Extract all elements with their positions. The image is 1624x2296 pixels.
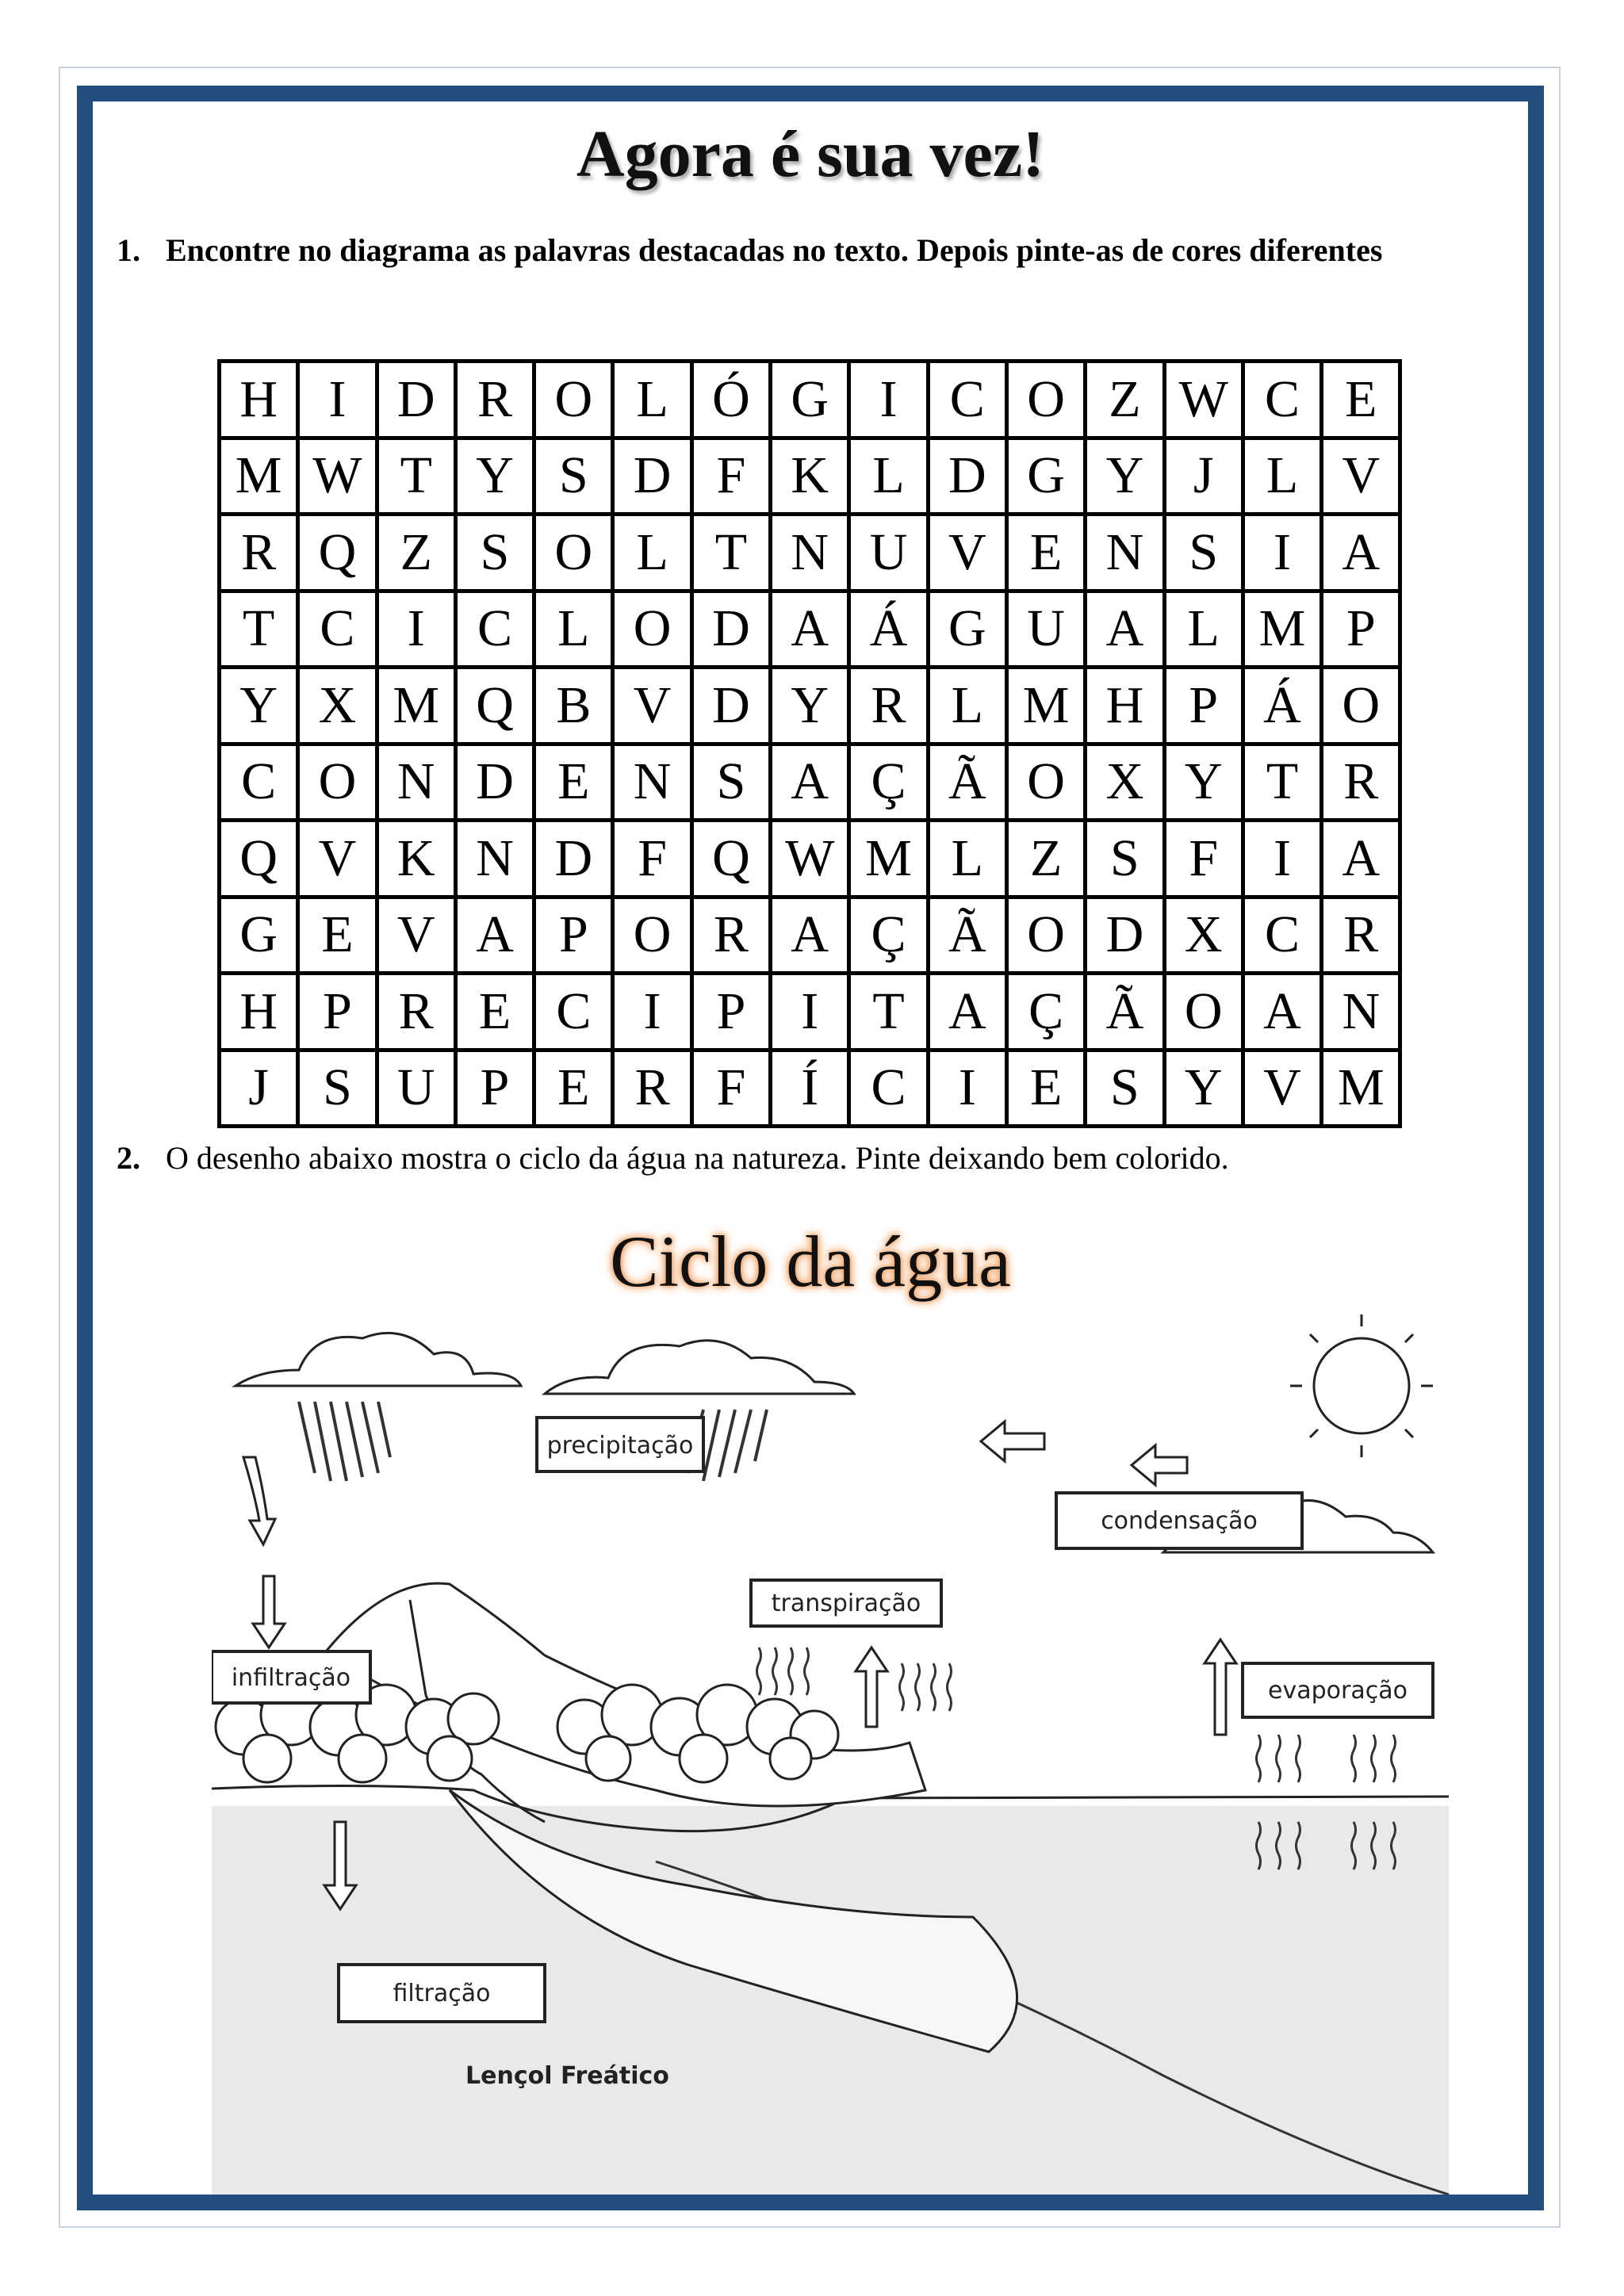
grid-cell: I — [1243, 515, 1321, 591]
grid-cell: U — [1006, 591, 1085, 668]
page-title: Agora é sua vez! — [576, 117, 1045, 191]
grid-cell: L — [534, 591, 613, 668]
grid-cell: O — [1006, 744, 1085, 821]
grid-cell: C — [534, 974, 613, 1050]
grid-cell: A — [771, 591, 849, 668]
grid-cell: L — [613, 515, 691, 591]
svg-text:infiltração: infiltração — [231, 1664, 351, 1692]
grid-cell: I — [377, 591, 455, 668]
grid-row — [220, 744, 1400, 821]
grid-cell: M — [1006, 668, 1085, 744]
sun — [1290, 1314, 1433, 1457]
grid-cell: Y — [455, 438, 534, 515]
grid-cell: G — [771, 362, 849, 438]
grid-cell: Ó — [691, 362, 770, 438]
grid-cell: A — [455, 897, 534, 974]
grid-cell: R — [455, 362, 534, 438]
grid-cell: N — [771, 515, 849, 591]
grid-cell: C — [928, 362, 1006, 438]
grid-cell: V — [377, 897, 455, 974]
grid-cell: H — [220, 362, 298, 438]
grid-cell: P — [455, 1050, 534, 1127]
grid-cell: F — [691, 1050, 770, 1127]
grid-cell: X — [1086, 744, 1164, 821]
grid-cell: K — [771, 438, 849, 515]
label-evaporacao — [1243, 1663, 1433, 1717]
grid-cell: M — [849, 821, 928, 897]
grid-cell: M — [377, 668, 455, 744]
cloud-left — [236, 1333, 521, 1386]
grid-row — [220, 515, 1400, 591]
word-search-grid — [217, 359, 1402, 1128]
grid-cell: D — [377, 362, 455, 438]
question-2 — [117, 1136, 1512, 1181]
grid-cell: R — [1322, 744, 1400, 821]
grid-cell: P — [691, 974, 770, 1050]
grid-cell: O — [1006, 897, 1085, 974]
grid-cell: I — [849, 362, 928, 438]
label-filtracao — [339, 1965, 545, 2022]
grid-cell: S — [455, 515, 534, 591]
grid-cell: Q — [220, 821, 298, 897]
grid-cell: I — [298, 362, 377, 438]
svg-text:condensação: condensação — [1101, 1507, 1258, 1535]
grid-cell: D — [691, 668, 770, 744]
water-cycle-diagram — [212, 1314, 1528, 2195]
grid-cell: D — [1086, 897, 1164, 974]
grid-cell: A — [1086, 591, 1164, 668]
grid-cell: Z — [377, 515, 455, 591]
grid-cell: R — [849, 668, 928, 744]
grid-cell: D — [455, 744, 534, 821]
cloud-middle — [545, 1341, 854, 1394]
grid-cell: O — [613, 591, 691, 668]
grid-cell: F — [613, 821, 691, 897]
grid-cell: Y — [1164, 744, 1243, 821]
question-1 — [117, 228, 1512, 273]
grid-cell: Y — [1164, 1050, 1243, 1127]
grid-cell: W — [1164, 362, 1243, 438]
grid-cell: V — [298, 821, 377, 897]
label-condensacao — [1056, 1493, 1302, 1548]
grid-cell: Q — [298, 515, 377, 591]
grid-row — [220, 362, 1400, 438]
grid-cell: Ã — [928, 897, 1006, 974]
grid-cell: L — [928, 668, 1006, 744]
grid-row — [220, 668, 1400, 744]
grid-row — [220, 591, 1400, 668]
label-infiltracao — [212, 1651, 370, 1703]
grid-cell: Q — [691, 821, 770, 897]
grid-cell: R — [613, 1050, 691, 1127]
grid-cell: N — [1086, 515, 1164, 591]
grid-cell: G — [1006, 438, 1085, 515]
grid-cell: S — [1086, 821, 1164, 897]
grid-cell: D — [613, 438, 691, 515]
grid-cell: V — [1322, 438, 1400, 515]
label-precipitacao — [537, 1418, 703, 1471]
grid-cell: J — [220, 1050, 298, 1127]
grid-cell: O — [613, 897, 691, 974]
grid-cell: O — [298, 744, 377, 821]
grid-cell: C — [220, 744, 298, 821]
grid-cell: Ã — [928, 744, 1006, 821]
grid-cell: T — [220, 591, 298, 668]
rain-left — [299, 1402, 390, 1481]
grid-cell: M — [1322, 1050, 1400, 1127]
grid-cell: G — [220, 897, 298, 974]
grid-cell: D — [534, 821, 613, 897]
grid-cell: Y — [771, 668, 849, 744]
grid-cell: C — [455, 591, 534, 668]
label-transpiracao — [751, 1580, 941, 1626]
worksheet — [93, 101, 1528, 2195]
grid-cell: Q — [455, 668, 534, 744]
question-1-number: 1. — [117, 232, 140, 268]
grid-cell: O — [1006, 362, 1085, 438]
grid-cell: U — [849, 515, 928, 591]
grid-cell: Á — [1243, 668, 1321, 744]
grid-row — [220, 438, 1400, 515]
grid-cell: O — [1164, 974, 1243, 1050]
grid-cell: R — [377, 974, 455, 1050]
grid-row — [220, 974, 1400, 1050]
grid-cell: S — [691, 744, 770, 821]
grid-row — [220, 897, 1400, 974]
grid-cell: R — [220, 515, 298, 591]
cycle-title: Ciclo da água — [610, 1221, 1011, 1302]
grid-cell: C — [1243, 362, 1321, 438]
grid-cell: X — [1164, 897, 1243, 974]
grid-cell: E — [298, 897, 377, 974]
grid-cell: O — [534, 362, 613, 438]
grid-cell: C — [1243, 897, 1321, 974]
svg-text:transpiração: transpiração — [771, 1590, 921, 1617]
question-2-text: O desenho abaixo mostra o ciclo da água na natureza. Pinte deixando bem colorido. — [166, 1140, 1229, 1176]
grid-cell: N — [1322, 974, 1400, 1050]
grid-cell: K — [377, 821, 455, 897]
grid-cell: Y — [220, 668, 298, 744]
grid-cell: V — [1243, 1050, 1321, 1127]
grid-cell: Ç — [1006, 974, 1085, 1050]
grid-cell: A — [771, 897, 849, 974]
grid-cell: A — [1322, 821, 1400, 897]
grid-cell: E — [455, 974, 534, 1050]
grid-cell: C — [298, 591, 377, 668]
grid-cell: S — [298, 1050, 377, 1127]
grid-cell: W — [298, 438, 377, 515]
grid-cell: V — [613, 668, 691, 744]
question-2-number: 2. — [117, 1140, 140, 1176]
grid-cell: A — [928, 974, 1006, 1050]
grid-cell: O — [534, 515, 613, 591]
label-lencol-freatico: Lençol Freático — [465, 2062, 669, 2090]
grid-cell: L — [1243, 438, 1321, 515]
grid-cell: T — [691, 515, 770, 591]
grid-cell: V — [928, 515, 1006, 591]
grid-cell: G — [928, 591, 1006, 668]
grid-row — [220, 1050, 1400, 1127]
grid-cell: Ç — [849, 744, 928, 821]
grid-cell: A — [771, 744, 849, 821]
grid-cell: P — [298, 974, 377, 1050]
grid-cell: L — [849, 438, 928, 515]
grid-cell: L — [613, 362, 691, 438]
grid-cell: Ã — [1086, 974, 1164, 1050]
grid-cell: A — [1322, 515, 1400, 591]
grid-cell: Í — [771, 1050, 849, 1127]
svg-text:precipitação: precipitação — [546, 1432, 694, 1460]
svg-text:evaporação: evaporação — [1268, 1677, 1408, 1705]
grid-cell: W — [771, 821, 849, 897]
grid-cell: C — [849, 1050, 928, 1127]
grid-cell: M — [1243, 591, 1321, 668]
grid-cell: T — [377, 438, 455, 515]
grid-row — [220, 821, 1400, 897]
grid-cell: P — [534, 897, 613, 974]
grid-cell: P — [1164, 668, 1243, 744]
grid-cell: E — [1006, 515, 1085, 591]
grid-cell: N — [613, 744, 691, 821]
grid-cell: N — [377, 744, 455, 821]
grid-cell: E — [1322, 362, 1400, 438]
grid-cell: O — [1322, 668, 1400, 744]
grid-cell: N — [455, 821, 534, 897]
grid-cell: Z — [1006, 821, 1085, 897]
grid-cell: X — [298, 668, 377, 744]
grid-cell: D — [691, 591, 770, 668]
grid-cell: H — [220, 974, 298, 1050]
grid-cell: I — [771, 974, 849, 1050]
grid-cell: L — [1164, 591, 1243, 668]
grid-cell: I — [1243, 821, 1321, 897]
grid-cell: Z — [1086, 362, 1164, 438]
grid-cell: F — [691, 438, 770, 515]
grid-cell: S — [534, 438, 613, 515]
grid-cell: R — [1322, 897, 1400, 974]
grid-cell: Á — [849, 591, 928, 668]
grid-cell: Y — [1086, 438, 1164, 515]
grid-cell: T — [1243, 744, 1321, 821]
grid-cell: M — [220, 438, 298, 515]
grid-cell: U — [377, 1050, 455, 1127]
grid-cell: Ç — [849, 897, 928, 974]
grid-cell: E — [1006, 1050, 1085, 1127]
grid-cell: J — [1164, 438, 1243, 515]
grid-cell: B — [534, 668, 613, 744]
grid-cell: R — [691, 897, 770, 974]
grid-cell: P — [1322, 591, 1400, 668]
grid-cell: D — [928, 438, 1006, 515]
grid-cell: S — [1086, 1050, 1164, 1127]
grid-cell: A — [1243, 974, 1321, 1050]
grid-cell: I — [613, 974, 691, 1050]
grid-cell: L — [928, 821, 1006, 897]
grid-cell: T — [849, 974, 928, 1050]
grid-cell: F — [1164, 821, 1243, 897]
question-1-text: Encontre no diagrama as palavras destacadas no texto. Depois pinte-as de cores diferentes — [166, 232, 1383, 268]
grid-cell: E — [534, 744, 613, 821]
svg-text:filtração: filtração — [393, 1980, 491, 2007]
grid-cell: I — [928, 1050, 1006, 1127]
grid-cell: H — [1086, 668, 1164, 744]
grid-cell: S — [1164, 515, 1243, 591]
grid-cell: E — [534, 1050, 613, 1127]
